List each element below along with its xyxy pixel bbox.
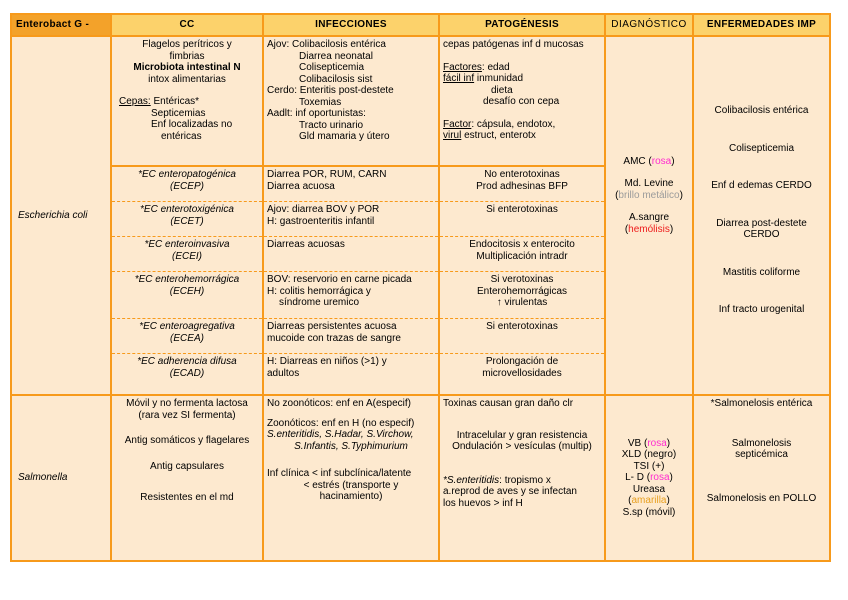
color-hemolisis: hemólisis — [628, 223, 670, 235]
factores-label: Factores — [443, 61, 482, 73]
salmonella-diagnostico — [605, 395, 693, 561]
ecet-pat — [439, 202, 605, 237]
text-line: Inf tracto urogenital — [718, 304, 805, 316]
salmonella-cc — [111, 395, 263, 561]
ecea-pat — [439, 319, 605, 354]
salmonella-enfermedades — [693, 395, 830, 561]
text-line: hacinamiento) — [319, 491, 383, 502]
text-line: Si verotoxinas — [490, 274, 554, 285]
ecoli-diagnostico — [605, 36, 693, 395]
text-line: (ECET) — [170, 215, 204, 227]
text-line: Colibacilosis sist — [299, 73, 373, 85]
color-amarilla: amarilla — [631, 495, 667, 507]
ecet-inf — [263, 202, 439, 237]
text-line: Si enterotoxinas — [486, 204, 558, 215]
eceh-cc — [111, 272, 263, 319]
text-line: Endocitosis x enterocito — [469, 239, 575, 250]
text-line: los huevos > inf H — [443, 497, 523, 509]
text-line: Diarrea neonatal — [299, 50, 373, 62]
text-line: Intracelular y gran resistencia — [456, 429, 588, 441]
text-line: *EC enterotoxigénica — [140, 204, 234, 215]
text-line: Multiplicación intradr — [476, 250, 568, 262]
text-line: Flagelos perítricos y — [142, 39, 232, 50]
text-line: Diarrea POR, RUM, CARN — [267, 169, 387, 180]
text-line: Entéricas* — [150, 96, 200, 107]
salmonella-name: Salmonella — [11, 395, 111, 561]
text-line: Si enterotoxinas — [486, 321, 558, 332]
text-line: S.sp (móvil) — [622, 506, 676, 518]
ecad-inf — [263, 354, 439, 396]
text-line: AMC ( — [623, 155, 652, 167]
text-line: Prod adhesinas BFP — [476, 180, 568, 192]
text-line: estruct, enterotx — [461, 130, 536, 141]
text-line: ) — [679, 189, 683, 201]
text-line: Colisepticemia — [299, 62, 365, 73]
header-infecciones: INFECCIONES — [263, 14, 439, 36]
text-line: ) — [669, 472, 673, 484]
text-line: mucoide con trazas de sangre — [267, 332, 401, 344]
color-rosa: rosa — [647, 437, 667, 449]
text-line: inmunidad — [474, 73, 524, 84]
text-line: cepas patógenas inf d mucosas — [443, 39, 584, 50]
header-diagnostico: DIAGNÓSTICO — [605, 14, 693, 36]
color-rosa: rosa — [651, 155, 672, 167]
ecoli-main-row — [11, 36, 830, 166]
text-line: a.reprod de aves y se infectan — [443, 486, 577, 497]
text-line: Md. Levine — [624, 178, 674, 190]
ecoli-enfermedades — [693, 36, 830, 395]
text-line: *EC enteropatogénica — [138, 169, 236, 180]
text-line: Gld mamaria y útero — [299, 131, 390, 142]
text-line: Mastitis coliforme — [722, 266, 801, 278]
ecet-cc — [111, 202, 263, 237]
text-line: Colibacilosis entérica — [714, 105, 809, 117]
ecoli-name: Escherichia coli — [11, 36, 111, 395]
text-line: L- D ( — [625, 472, 651, 484]
text-line: BOV: reservorio en carne picada — [267, 274, 412, 285]
text-line: síndrome uremico — [279, 297, 360, 308]
text-line: dieta — [491, 84, 513, 96]
text-line: Enf localizadas no — [151, 119, 233, 130]
text-line: Colisepticemia — [728, 142, 795, 154]
text-line: Enf d edemas CERDO — [711, 180, 812, 192]
text-line: H: colitis hemorrágica y — [267, 285, 371, 297]
text-line: ( — [615, 189, 619, 201]
salmonella-row — [11, 395, 830, 561]
header-row — [11, 14, 830, 36]
text-line: No zoonóticos: enf en A(especif) — [267, 398, 411, 409]
ecea-inf — [263, 319, 439, 354]
text-line: (ECAD) — [169, 367, 205, 379]
text-line: Salmonelosis septicémica — [731, 437, 792, 460]
text-line: Ajov: diarrea BOV y POR — [267, 204, 380, 215]
text-line: Diarrea post-destete CERDO — [716, 217, 807, 241]
text-line: ) — [669, 223, 674, 235]
ecep-cc — [111, 166, 263, 202]
header-enfermedades: ENFERMEDADES IMP — [693, 14, 830, 36]
text-line: Antig somáticos y flagelares — [124, 435, 250, 446]
text-line: (ECEH) — [169, 285, 205, 297]
text-line: entéricas — [161, 130, 202, 142]
text-line: (rara vez SI fermenta) — [138, 409, 236, 421]
text-line: VB ( — [627, 437, 648, 449]
text-line: intox alimentarias — [148, 73, 226, 85]
text-line: desafío con cepa — [483, 96, 560, 107]
salmonella-patogenesis — [439, 395, 605, 561]
text-line: Ureasa — [632, 483, 666, 495]
text-line: ) — [666, 437, 671, 449]
header-patogenesis: PATOGÉNESIS — [439, 14, 605, 36]
ecoli-cc — [111, 36, 263, 166]
text-line: ) — [666, 495, 670, 507]
color-rosa: rosa — [650, 472, 670, 484]
text-line: Zoonóticos: enf en H (no especif) — [267, 417, 415, 429]
text-line: Ondulación > vesículas (multip) — [452, 441, 592, 452]
ecad-cc — [111, 354, 263, 396]
text-line: XLD (negro) — [621, 449, 677, 461]
text-line: microvellosidades — [482, 367, 562, 379]
text-line: Inf clínica < inf subclínica/latente — [267, 468, 412, 479]
ecei-pat — [439, 237, 605, 272]
facil-inf-label: fácil inf — [443, 73, 475, 84]
ecep-pat — [439, 166, 605, 202]
text-line: < estrés (transporte y — [303, 479, 399, 491]
text-line: Diarreas persistentes acuosa — [267, 321, 397, 332]
text-line: Microbiota intestinal N — [133, 62, 241, 73]
factor-label: Factor — [443, 118, 472, 130]
ecoli-infecciones — [263, 36, 439, 166]
text-line: (ECEI) — [172, 250, 202, 262]
ecep-inf — [263, 166, 439, 202]
s-enteritidis-label: *S.enteritidis — [443, 474, 500, 486]
text-line: Diarreas acuosas — [267, 239, 345, 250]
text-line: : tropismo x — [499, 474, 551, 486]
text-line: Prolongación de — [485, 356, 559, 367]
text-line: TSI (+) — [633, 460, 665, 472]
text-line: Móvil y no fermenta lactosa — [126, 398, 248, 409]
text-line: S.Infantis, S.Typhimurium — [294, 440, 408, 452]
text-line: : cápsula, endotox, — [471, 118, 556, 130]
text-line: Cerdo: Enteritis post-destete — [267, 85, 394, 96]
text-line: ( — [628, 495, 632, 507]
header-enterobact: Enterobact G - — [11, 14, 111, 36]
text-line: Salmonelosis en POLLO — [706, 492, 817, 504]
enterobacteria-table — [10, 13, 831, 562]
text-line: fimbrias — [169, 50, 205, 62]
text-line: *Salmonelosis entérica — [710, 398, 813, 409]
text-line: *EC adherencia difusa — [137, 356, 237, 367]
text-line: A.sangre — [628, 212, 670, 224]
text-line: No enterotoxinas — [484, 169, 560, 180]
ecei-cc — [111, 237, 263, 272]
virul-label: virul — [443, 130, 462, 141]
text-line: (ECEA) — [170, 332, 204, 344]
ecad-pat — [439, 354, 605, 396]
text-line: *EC enteroinvasiva — [144, 239, 230, 250]
text-line: Septicemias — [151, 107, 206, 119]
text-line: ( — [624, 223, 629, 235]
text-line: Toxinas causan gran daño clr — [443, 398, 574, 409]
text-line: *EC enterohemorrágica — [134, 274, 240, 285]
comparison-table-wrapper — [10, 13, 829, 562]
text-line: Diarrea acuosa — [267, 180, 335, 192]
text-line: H: Diarreas en niños (>1) y — [267, 356, 387, 367]
cepas-label: Cepas: — [119, 96, 151, 107]
text-line: adultos — [267, 367, 300, 379]
text-line: Aadlt: inf oportunistas: — [267, 108, 366, 119]
text-line: Toxemias — [299, 96, 342, 108]
text-line: : edad — [481, 61, 510, 73]
text-line: *EC enteroagregativa — [139, 321, 235, 332]
text-line: (ECEP) — [170, 180, 204, 192]
header-cc: CC — [111, 14, 263, 36]
text-line: Antig capsulares — [150, 460, 224, 472]
text-line: S.enteritidis, S.Hadar, S.Virchow, — [267, 429, 414, 440]
eceh-inf — [263, 272, 439, 319]
text-line: Enterohemorrágicas — [476, 285, 568, 297]
eceh-pat — [439, 272, 605, 319]
text-line: Ajov: Colibacilosis entérica — [267, 39, 386, 50]
ecoli-patogenesis — [439, 36, 605, 166]
ecea-cc — [111, 319, 263, 354]
text-line: ) — [671, 155, 675, 167]
text-line: H: gastroenteritis infantil — [267, 215, 375, 227]
color-brillo: brillo metálico — [618, 189, 680, 201]
ecei-inf — [263, 237, 439, 272]
text-line: Tracto urinario — [299, 119, 364, 131]
text-line: Resistentes en el md — [140, 492, 234, 503]
text-line: ↑ virulentas — [496, 297, 548, 308]
salmonella-infecciones — [263, 395, 439, 561]
